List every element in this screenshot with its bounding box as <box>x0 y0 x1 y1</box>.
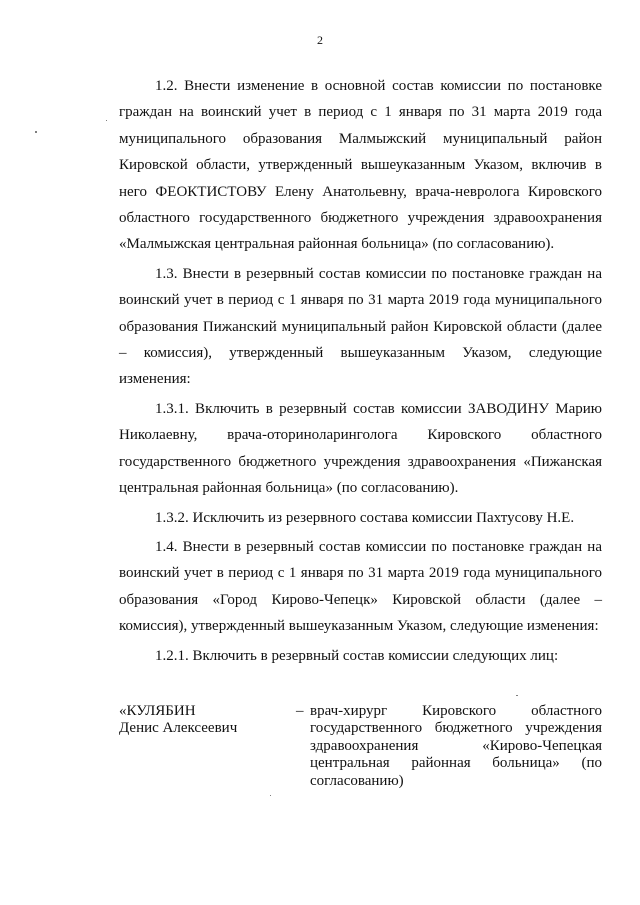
paragraph-1-2-1-include-persons: 1.2.1. Включить в резервный состав комиссии следующих лиц: <box>155 647 559 664</box>
scan-speck <box>35 131 37 133</box>
person-given-names: Денис Алексеевич <box>119 720 238 737</box>
person-description: врач-хирург Кировского областного государственного бюджетного учреждения здравоохранения «Кирово-Чепецкая центральная районная больница» (по согласованию) <box>310 703 602 789</box>
paragraph-1-4-reserve-kirovo-chepetsk: 1.4. Внести в резервный состав комиссии по постановке граждан на воинский учет в период с 1 января по 31 марта 2019 года муниципального образования «Город Кирово-Чепецк» Кировской области (далее – комиссия), утвержденный вышеуказанным Указом, следующие изменения: <box>119 538 602 635</box>
paragraph-1-3-1-zavodina: 1.3.1. Включить в резервный состав комиссии ЗАВОДИНУ Марию Николаевну, врача-оториноларинголога Кировского областного государственного бюджетного учреждения здравоохранения «Пижанская центральная районная больница» (по согласованию). <box>119 400 602 497</box>
paragraph-1-3-reserve-pizhansky: 1.3. Внести в резервный состав комиссии по постановке граждан на воинский учет в период с 1 января по 31 марта 2019 года муниципального образования Пижанский муниципальный район Кировской области (далее – комиссия), утвержденный вышеуказанным Указом, следующие изменения: <box>119 265 602 388</box>
body-text <box>119 73 602 669</box>
person-name <box>119 703 299 738</box>
person-surname: «КУЛЯБИН <box>119 703 196 719</box>
scan-speck <box>106 120 107 121</box>
paragraph-1-3-2-pakhtusova: 1.3.2. Исключить из резервного состава комиссии Пахтусову Н.Е. <box>155 509 575 526</box>
page-number: 2 <box>317 33 323 47</box>
scan-speck <box>270 795 271 796</box>
entry-dash: – <box>296 703 304 719</box>
scan-speck <box>516 695 518 696</box>
paragraph-1-2-feoktistova: 1.2. Внести изменение в основной состав комиссии по постановке граждан на воинский учет в период с 1 января по 31 марта 2019 года муниципального образования Малмыжский муниципальный район Кировской области, утвержденный вышеуказанным Указом, включив в него ФЕОКТИСТОВУ Елену Анатольевну, врача-невролога Кировского областного государственного бюджетного учреждения здравоохранения «Малмыжская центральная районная больница» (по согласованию). <box>119 78 602 253</box>
